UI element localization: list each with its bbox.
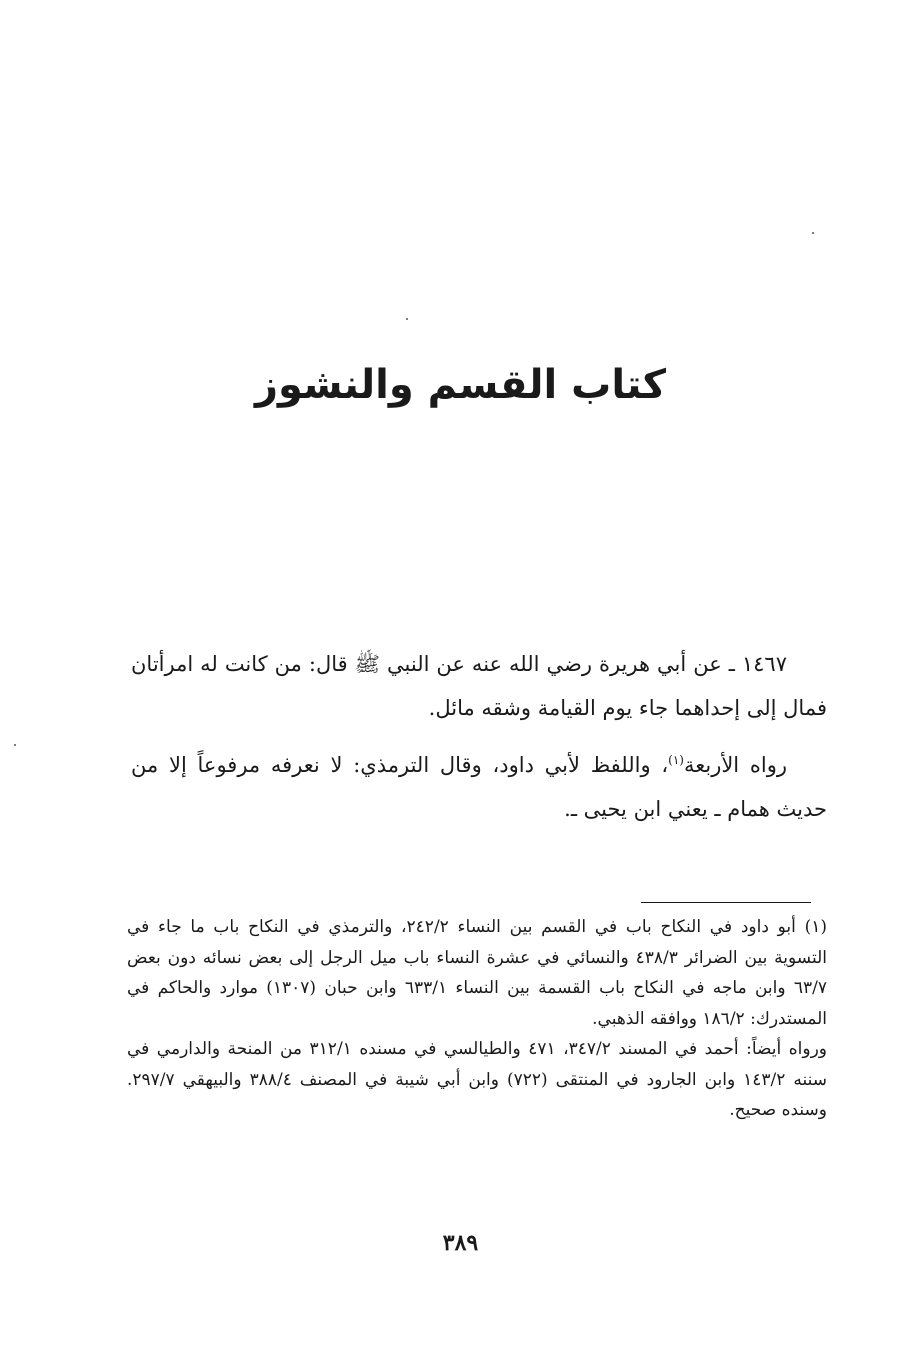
- narration-after-ref: ، واللفظ لأبي داود، وقال الترمذي: لا نعرفه مرفوعاً إلا من حديث همام ـ يعني ابن يحيى ـ.: [131, 753, 827, 821]
- scan-speck: [812, 232, 814, 234]
- footnote-continuation: ورواه أيضاً: أحمد في المسند ٣٤٧/٢، ٤٧١ والطيالسي في مسنده ٣١٢/١ من المنحة والدارمي في سننه ١٤٣/٢ وابن الجارود في المنتقى (٧٢٢) وابن أبي شيبة في المصنف ٣٨٨/٤ والبيهقي ٢٩٧/٧. وسنده صحيح.: [127, 1039, 828, 1120]
- footnote-reference[interactable]: (١): [668, 753, 684, 767]
- chapter-title: كتاب القسم والنشوز: [255, 362, 666, 408]
- footnote-1: (١) أبو داود في النكاح باب في القسم بين النساء ٢٤٢/٢، والترمذي في النكاح باب ما جاء في التسوية بين الضرائر ٤٣٨/٣ والنسائي في عشرة النساء باب ميل الرجل إلى بعض نسائه دون بعض ٦٣/٧ وابن ماجه في النكاح باب القسمة بين النساء ٦٣٣/١ وابن حبان (١٣٠٧) موارد والحاكم في المستدرك: ١٨٦/٢ ووافقه الذهبي.: [127, 917, 827, 1029]
- main-text: [131, 642, 827, 831]
- narration-before-ref: رواه الأربعة: [683, 753, 787, 777]
- page-number: ٣٨٩: [442, 1230, 479, 1256]
- narration-paragraph: [131, 738, 827, 831]
- footnotes: [127, 912, 827, 1126]
- hadith-paragraph: ١٤٦٧ ـ عن أبي هريرة رضي الله عنه عن النبي ﷺ قال: من كانت له امرأتان فمال إلى إحداهما جاء يوم القيامة وشقه مائل.: [131, 652, 827, 720]
- scan-speck: [14, 744, 16, 746]
- footnote-divider: [641, 902, 811, 903]
- scan-speck: [406, 318, 408, 320]
